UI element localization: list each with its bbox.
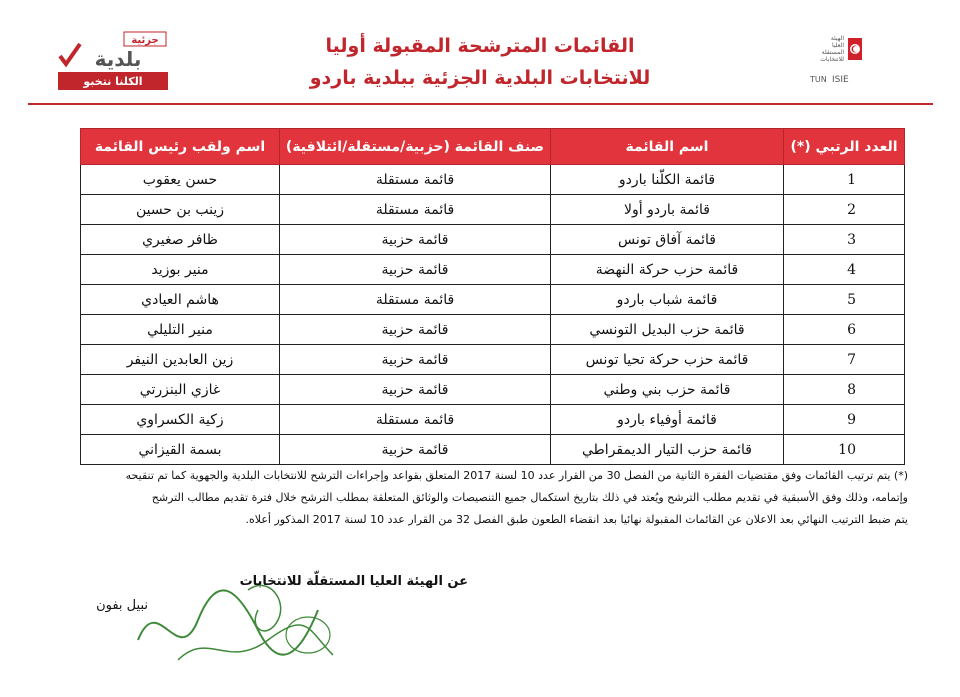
cell-list-type: قائمة حزبية	[280, 225, 551, 255]
cell-number: 4	[784, 255, 905, 285]
title-line-2: للانتخابات البلدية الجزئية ببلدية باردو	[309, 67, 651, 89]
cell-list-head: هاشم العيادي	[81, 285, 280, 315]
cell-number: 1	[784, 165, 905, 195]
cell-list-type: قائمة حزبية	[280, 315, 551, 345]
isie-arabic-line: المستقلة	[821, 49, 844, 56]
cell-list-head: بسمة القيزاني	[81, 435, 280, 465]
cell-list-head: حسن يعقوب	[81, 165, 280, 195]
isie-latin-text: ISIE	[832, 75, 849, 85]
cell-list-name: قائمة حزب حركة النهضة	[551, 255, 784, 285]
table-row	[81, 375, 905, 405]
cell-list-head: غازي البنزرتي	[81, 375, 280, 405]
cell-number: 8	[784, 375, 905, 405]
cell-number: 2	[784, 195, 905, 225]
campaign-slogan: الكلنا نتخبو	[83, 75, 143, 88]
table-row	[81, 345, 905, 375]
signature-block	[38, 570, 468, 680]
cell-list-name: قائمة حزب حركة تحيا تونس	[551, 345, 784, 375]
cell-list-name: قائمة حزب البديل التونسي	[551, 315, 784, 345]
cell-list-type: قائمة مستقلة	[280, 165, 551, 195]
cell-list-name: قائمة الكلّنا باردو	[551, 165, 784, 195]
cell-number: 10	[784, 435, 905, 465]
document-title	[230, 30, 730, 94]
table-row	[81, 195, 905, 225]
campaign-logo	[54, 30, 172, 94]
footnote-line-2: وإتمامه، وذلك وفق الأسبقية في تقديم مطلب الترشح ويُعتد في ذلك بتاريخ استكمال جميع التنصيصات والوثائق المتعلقة بمطلب الترشح خلال فترة تقديم مطالب الترشح	[151, 491, 908, 504]
cell-list-name: قائمة أوفياء باردو	[551, 405, 784, 435]
cell-list-name: قائمة حزب التيار الديمقراطي	[551, 435, 784, 465]
cell-list-name: قائمة آفاق تونس	[551, 225, 784, 255]
footnotes	[40, 465, 908, 531]
column-header-list-head: اسم ولقب رئيس القائمة	[81, 129, 280, 165]
column-header-number: العدد الرتبي (*)	[784, 129, 905, 165]
campaign-word: بلدية	[94, 47, 142, 71]
cell-number: 3	[784, 225, 905, 255]
cell-number: 5	[784, 285, 905, 315]
column-header-list-type: صنف القائمة (حزبية/مستقلة/ائتلافية)	[280, 129, 551, 165]
cell-list-name: قائمة شباب باردو	[551, 285, 784, 315]
cell-list-type: قائمة مستقلة	[280, 285, 551, 315]
cell-list-type: قائمة حزبية	[280, 375, 551, 405]
cell-list-type: قائمة حزبية	[280, 435, 551, 465]
table-row	[81, 255, 905, 285]
cell-list-head: ظافر صغيري	[81, 225, 280, 255]
isie-arabic-line: للانتخابات	[820, 56, 844, 63]
footnote-line-1: (*) يتم ترتيب القائمات وفق مقتضيات الفقرة الثانية من الفصل 30 من القرار عدد 10 لسنة 2017 المتعلق بقواعد وإجراءات الترشح للانتخابات البلدية والجهوية كما تم تنقيحه	[125, 469, 908, 482]
cell-list-head: زكية الكسراوي	[81, 405, 280, 435]
footnote-line-3: يتم ضبط الترتيب النهائي بعد الاعلان عن القائمات المقبولة نهائيا بعد انقضاء الطعون طبق الفصل 32 من القرار عدد 10 لسنة 2017 المذكور أعلاه.	[245, 513, 908, 526]
cell-list-type: قائمة حزبية	[280, 345, 551, 375]
table-row	[81, 285, 905, 315]
cell-list-name: قائمة حزب بني وطني	[551, 375, 784, 405]
header-divider	[28, 103, 933, 105]
table-row	[81, 165, 905, 195]
signature-title: عن الهيئة العليا المستقلّة للانتخابات	[239, 574, 468, 589]
table-row	[81, 405, 905, 435]
table-header-row	[81, 129, 905, 165]
cell-list-type: قائمة مستقلة	[280, 405, 551, 435]
cell-list-head: منير التليلي	[81, 315, 280, 345]
cell-list-type: قائمة مستقلة	[280, 195, 551, 225]
column-header-list-name: اسم القائمة	[551, 129, 784, 165]
cell-list-name: قائمة باردو أولا	[551, 195, 784, 225]
cell-list-head: زين العابدين النيفر	[81, 345, 280, 375]
checkmark-icon	[60, 44, 80, 64]
table-row	[81, 435, 905, 465]
isie-arabic-line: العليا	[831, 42, 844, 49]
cell-list-head: منير بوزيد	[81, 255, 280, 285]
cell-number: 6	[784, 315, 905, 345]
isie-logo	[806, 24, 866, 90]
cell-list-head: زينب بن حسين	[81, 195, 280, 225]
candidate-lists-table	[80, 128, 905, 465]
cell-number: 9	[784, 405, 905, 435]
campaign-badge: جزئية	[131, 35, 159, 46]
cell-number: 7	[784, 345, 905, 375]
table-row	[81, 225, 905, 255]
table-row	[81, 315, 905, 345]
cell-list-type: قائمة حزبية	[280, 255, 551, 285]
title-line-1: القائمات المترشحة المقبولة أوليا	[325, 35, 635, 57]
isie-tun-prefix: TUN	[810, 75, 827, 84]
signatory-name: نبيل بفون	[96, 598, 148, 613]
isie-arabic-line: الهيئة	[830, 35, 844, 42]
